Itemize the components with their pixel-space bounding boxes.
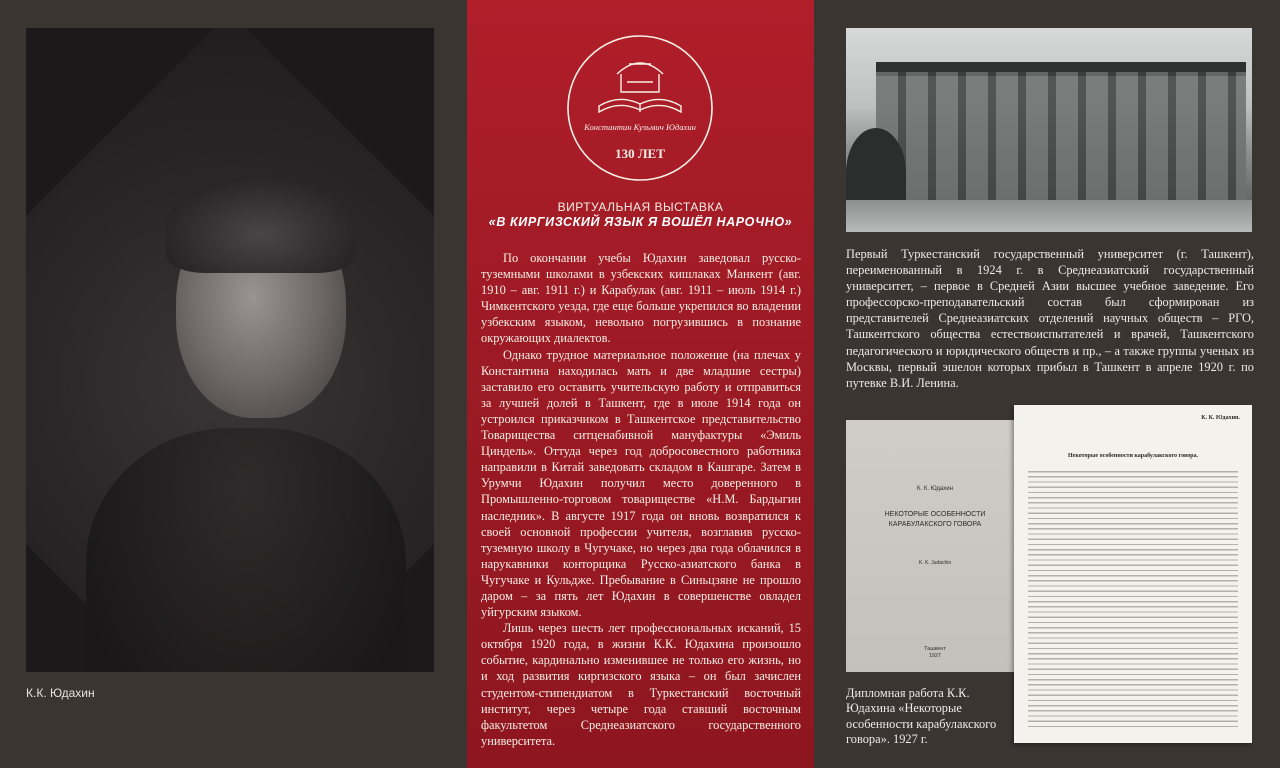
article-text <box>481 250 801 749</box>
exhibition-title: «В КИРГИЗСКИЙ ЯЗЫК Я ВОШЁЛ НАРОЧНО» <box>488 215 793 229</box>
thesis-cover-photo <box>846 420 1024 672</box>
emblem-name: Константин Кузьмич Юдахин <box>584 122 696 132</box>
thesis-page-title: Некоторые особенности карабулакского говора. <box>1068 453 1198 459</box>
thesis-page-text-lines <box>1028 471 1238 729</box>
building-facade <box>876 72 1246 200</box>
portrait-photo <box>26 28 434 672</box>
building-ground <box>846 200 1252 232</box>
portrait-caption: К.К. Юдахин <box>26 686 95 700</box>
thesis-cover-author-latin: K. K. Judachin <box>918 560 952 566</box>
thesis-cover-author: К. К. Юдахин <box>917 486 953 492</box>
thesis-cover-imprint <box>846 646 1024 660</box>
article-paragraph: По окончании учебы Юдахин заведовал русско-туземными школами в узбекских кишлаках Манкент (авг. 1910 – авг. 1911 г.) и Карабулак (авг. 1911 – июль 1914 г.) Чимкентского уезда, где еще больше укрепился во владении узбекским языком, невольно погрузившись в познание окружающих диалектов. <box>481 251 801 346</box>
anniversary-emblem <box>559 34 721 182</box>
emblem-years: 130 ЛЕТ <box>615 146 665 161</box>
thesis-cover-place: Ташкент <box>924 646 946 652</box>
university-caption: Первый Туркестанский государственный университет (г. Ташкент), переименованный в 1924 г. в Среднеазиатский государственный университет, – первое в Средней Азии высшее учебное заведение. Его профессорско-преподавательский состав был сформирован из представителей Среднеазиатских отделений научных обществ – РГО, Ташкентского общества естествоиспытателей и врачей, Ташкентского педагогического и юридического обществ и пр., – а также группы ученых из Москвы, первый эшелон которых прибыл в Ташкент в апреле 1920 г. по путевке В.И. Ленина. <box>846 247 1254 390</box>
thesis-cover-year: 1927 <box>928 653 942 659</box>
yurt-book-icon <box>599 63 681 112</box>
university-building-photo <box>846 28 1252 232</box>
article-paragraph: Лишь через шесть лет профессиональных исканий, 15 октября 1920 года, в жизни К.К. Юдахина произошло событие, кардинально изменившее не только его жизнь, но и ход развития киргизского языка – он был зачислен студентом-стипендиатом в Туркестанский восточный институт, через четыре года ставший восточным факультетом Среднеазиатского государственного университета. <box>481 621 801 748</box>
thesis-cover-title: НЕКОТОРЫЕ ОСОБЕННОСТИ КАРАБУЛАКСКОГО ГОВОРА <box>884 511 986 528</box>
center-column <box>467 0 814 768</box>
thesis-caption: Дипломная работа К.К. Юдахина «Некоторые особенности карабулакского говора». 1927 г. <box>846 686 997 747</box>
portrait-coat <box>86 428 406 672</box>
article-paragraph: Однако трудное материальное положение (на плечах у Константина находилась мать и две младшие сестры) заставило его оставить учительскую работу и отправиться за лучшей долей в Ташкент, где в июле 1914 года он устроился приказчиком в Ташкентское представительство Товарищества ситценабивной мануфактуры «Эмиль Циндель». Оттуда через год добросовестного работника направили в Китай заведовать складом в Кашгаре. Затем в Урумчи Юдахин получил место доверенного в Промышленно-торговом товариществе «Н.М. Бардыгин наследник». В августе 1917 года он вновь возвратился к своей основной профессии учителя, возглавив русско-туземную школу в Чугучаке, но через два года облачился в нарукавники конторщика Русско-азиатского банка в Чугучаке и Кульдже. Пребывание в Синьцзяне не прошло даром – за пять лет Юдахин в совершенстве овладел уйгурским языком. <box>481 347 801 620</box>
portrait-hair <box>166 178 356 273</box>
thesis-page-author: К. К. Юдахин. <box>1201 415 1240 421</box>
thesis-page-photo <box>1014 405 1252 743</box>
exhibition-label: ВИРТУАЛЬНАЯ ВЫСТАВКА <box>557 200 724 214</box>
